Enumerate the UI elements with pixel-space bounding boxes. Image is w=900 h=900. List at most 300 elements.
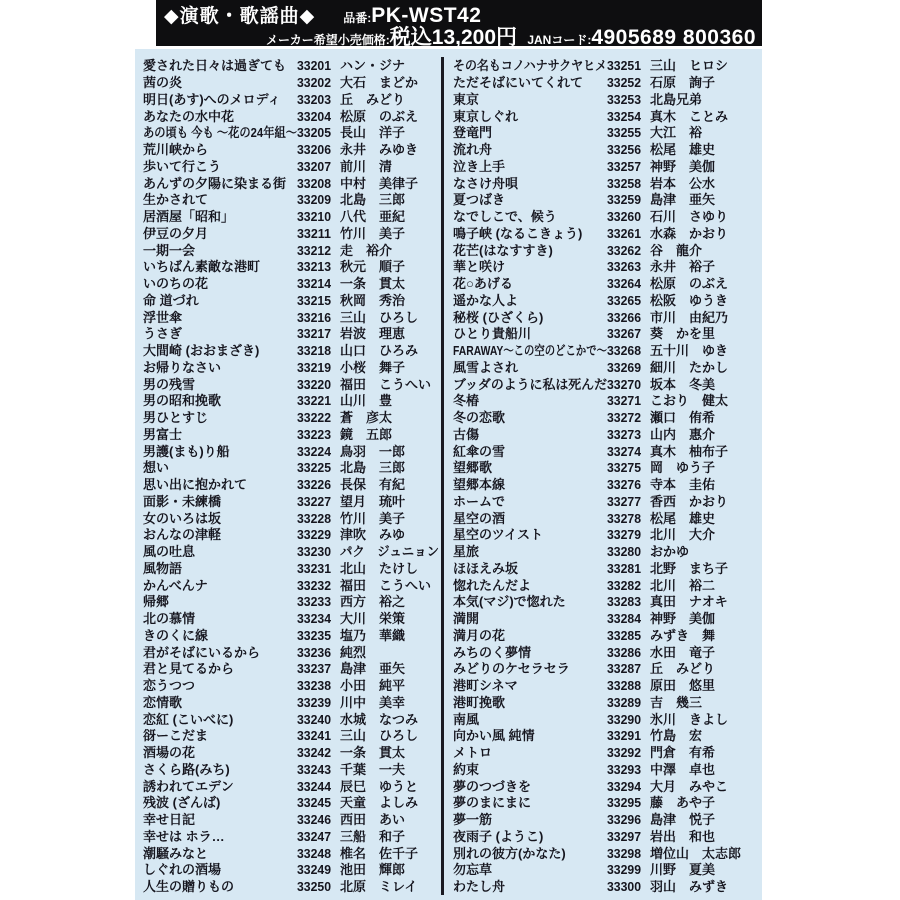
song-code: 33245	[297, 795, 331, 811]
song-title-cell	[143, 292, 297, 310]
song-title: みちのく夢情	[453, 644, 532, 660]
song-title-cell	[143, 175, 297, 193]
song-artist: 原田 悠里	[650, 678, 716, 694]
song-title: メトロ	[453, 745, 493, 761]
song-code: 33285	[607, 627, 641, 643]
song-code-cell	[607, 493, 641, 511]
song-row	[143, 778, 439, 795]
song-code: 33288	[607, 678, 641, 694]
song-row	[143, 510, 439, 527]
song-code-cell	[297, 459, 331, 477]
song-code: 33295	[607, 795, 641, 811]
song-code-cell	[297, 426, 331, 444]
song-row	[453, 108, 753, 125]
song-title-cell	[143, 610, 297, 628]
song-code: 33251	[607, 58, 641, 74]
song-artist-cell	[340, 593, 439, 611]
song-code: 33241	[297, 728, 331, 744]
song-artist: 大江 裕	[650, 125, 703, 141]
song-artist-cell	[340, 811, 439, 829]
song-artist: 五十川 ゆき	[650, 343, 729, 359]
song-artist-cell	[650, 392, 753, 410]
song-title-cell	[453, 191, 607, 209]
song-code-cell	[297, 727, 331, 745]
song-title: 北の慕情	[143, 611, 196, 627]
song-row	[453, 242, 753, 259]
song-artist-cell	[340, 493, 439, 511]
song-artist-cell	[340, 225, 439, 243]
song-artist: 前川 清	[340, 158, 393, 174]
song-artist: 細川 たかし	[650, 359, 729, 375]
song-title-cell	[143, 459, 297, 477]
song-artist: 大石 まどか	[340, 75, 419, 91]
part-number-label: 品番:	[343, 11, 372, 25]
song-code-cell	[297, 878, 331, 896]
song-title: 花○あげる	[453, 276, 513, 292]
song-code-cell	[607, 91, 641, 109]
song-title: 帰郷	[143, 594, 170, 610]
song-artist-cell	[340, 560, 439, 578]
song-code-cell	[607, 108, 641, 126]
song-title-cell	[453, 526, 607, 544]
song-title-cell	[453, 108, 607, 126]
song-code: 33243	[297, 761, 331, 777]
song-title-cell	[143, 91, 297, 109]
song-title-cell	[143, 258, 297, 276]
song-title-cell	[143, 727, 297, 745]
song-code: 33217	[297, 326, 331, 342]
song-code: 33262	[607, 242, 641, 258]
song-title: 誘われてエデン	[143, 778, 234, 794]
song-artist: 香西 かおり	[650, 493, 729, 509]
song-artist-cell	[650, 376, 753, 394]
song-row	[143, 845, 439, 862]
song-title-cell	[453, 610, 607, 628]
song-artist: 吉 幾三	[650, 694, 703, 710]
jan-group	[527, 26, 762, 50]
song-title: 居酒屋「昭和」	[143, 209, 235, 225]
song-title: 夢のつづきを	[453, 778, 532, 794]
song-artist-cell	[650, 727, 753, 745]
song-artist-cell	[340, 208, 439, 226]
song-title: 明日(あす)へのメロディ	[143, 91, 281, 107]
song-title: 夏つばき	[453, 192, 506, 208]
song-code: 33215	[297, 292, 331, 308]
song-title: 風雪よされ	[453, 359, 519, 375]
song-artist: 蒼 彦太	[340, 410, 393, 426]
song-title: ホームで	[453, 493, 506, 509]
song-code-cell	[607, 845, 641, 863]
song-code-cell	[297, 828, 331, 846]
song-artist: 坂本 冬美	[650, 376, 716, 392]
song-artist: 長保 有紀	[340, 477, 406, 493]
song-code-cell	[297, 108, 331, 126]
song-artist-cell	[340, 292, 439, 310]
song-code: 33272	[607, 410, 641, 426]
song-artist-cell	[650, 878, 753, 896]
song-title: 港町挽歌	[453, 694, 506, 710]
song-artist: 三山 ひろし	[340, 728, 419, 744]
song-code-cell	[607, 225, 641, 243]
song-code: 33259	[607, 192, 641, 208]
song-title-cell	[143, 359, 297, 377]
song-artist-cell	[340, 91, 439, 109]
song-code-cell	[297, 761, 331, 779]
song-artist: 三山 ひろし	[340, 309, 419, 325]
song-artist: 北島 三郎	[340, 460, 406, 476]
jan-code-value: 4905689 800360	[591, 26, 756, 49]
song-artist-cell	[650, 325, 753, 343]
song-artist: 小桜 舞子	[340, 359, 406, 375]
song-list-left	[143, 58, 439, 896]
song-code: 33293	[607, 761, 641, 777]
song-row	[453, 326, 753, 343]
song-code: 33244	[297, 778, 331, 794]
song-artist: 西田 あい	[340, 812, 406, 828]
song-title: 大間崎 (おおまざき)	[143, 343, 260, 359]
song-code-cell	[297, 141, 331, 159]
song-title-cell	[143, 543, 297, 561]
song-title-cell	[143, 409, 297, 427]
song-row	[143, 360, 439, 377]
song-row	[453, 594, 753, 611]
song-row	[143, 159, 439, 176]
song-title: ほほえみ坂	[453, 560, 519, 576]
song-code: 33286	[607, 644, 641, 660]
song-artist-cell	[650, 275, 753, 293]
song-code: 33225	[297, 460, 331, 476]
song-title: FARAWAY～この空のどこかで～	[453, 343, 607, 359]
song-code: 33248	[297, 845, 331, 861]
song-code: 33256	[607, 142, 641, 158]
song-artist: 鳥羽 一郎	[340, 443, 406, 459]
song-title: 潮騒みなと	[143, 845, 209, 861]
song-code-cell	[607, 258, 641, 276]
song-title: 冬椿	[453, 393, 480, 409]
song-row	[143, 293, 439, 310]
song-title-cell	[453, 258, 607, 276]
song-row	[453, 309, 753, 326]
song-code-cell	[297, 175, 331, 193]
song-artist-cell	[340, 577, 439, 595]
song-artist-cell	[650, 292, 753, 310]
song-title-cell	[143, 108, 297, 126]
song-code-cell	[607, 208, 641, 226]
song-code-cell	[297, 225, 331, 243]
song-artist-cell	[340, 443, 439, 461]
song-artist-cell	[340, 543, 439, 561]
song-code-cell	[297, 359, 331, 377]
song-row	[453, 678, 753, 695]
song-title: 夢一筋	[453, 812, 493, 828]
song-row	[453, 510, 753, 527]
song-title-cell	[453, 560, 607, 578]
price-value: 税込13,200円	[389, 26, 517, 49]
song-row	[453, 159, 753, 176]
song-code-cell	[607, 292, 641, 310]
song-artist-cell	[340, 510, 439, 528]
song-title: なさけ舟唄	[453, 175, 519, 191]
song-code-cell	[297, 325, 331, 343]
song-code-cell	[607, 577, 641, 595]
song-artist-cell	[340, 845, 439, 863]
song-row	[143, 376, 439, 393]
song-row	[143, 427, 439, 444]
song-title: 星空のツイスト	[453, 527, 543, 543]
song-artist: 西方 裕之	[340, 594, 406, 610]
part-number-value: PK-WST42	[371, 4, 482, 27]
song-artist-cell	[340, 828, 439, 846]
song-artist: 小田 純平	[340, 678, 406, 694]
song-artist: 池田 輝郎	[340, 862, 406, 878]
song-artist-cell	[650, 761, 753, 779]
song-row	[143, 326, 439, 343]
song-row	[453, 544, 753, 561]
song-title: 残波 (ざんば)	[143, 795, 221, 811]
song-artist: 岩波 理恵	[340, 326, 406, 342]
song-artist-cell	[650, 677, 753, 695]
song-code-cell	[297, 409, 331, 427]
song-code: 33292	[607, 745, 641, 761]
song-title: 望郷歌	[453, 460, 493, 476]
song-artist-cell	[340, 526, 439, 544]
song-code-cell	[607, 342, 641, 360]
song-title: 古傷	[453, 426, 480, 442]
song-artist-cell	[650, 124, 753, 142]
song-code-cell	[607, 794, 641, 812]
song-artist: 鏡 五郎	[340, 426, 393, 442]
song-code-cell	[607, 158, 641, 176]
song-code-cell	[297, 510, 331, 528]
song-title: 男富士	[143, 426, 183, 442]
song-row	[453, 527, 753, 544]
song-row	[143, 343, 439, 360]
song-artist-cell	[650, 794, 753, 812]
song-title-cell	[453, 342, 607, 360]
song-artist-cell	[340, 778, 439, 796]
song-code: 33230	[297, 544, 331, 560]
song-artist-cell	[340, 325, 439, 343]
song-artist: 島津 亜矢	[340, 661, 406, 677]
song-row	[143, 527, 439, 544]
song-artist-cell	[340, 878, 439, 896]
song-artist: 北野 まち子	[650, 560, 729, 576]
song-artist: 北山 たけし	[340, 560, 419, 576]
song-title-cell	[143, 677, 297, 695]
song-code: 33299	[607, 862, 641, 878]
song-title-cell	[143, 426, 297, 444]
song-artist-cell	[340, 677, 439, 695]
song-artist-cell	[340, 392, 439, 410]
song-title: ブッダのように私は死んだ	[453, 376, 607, 392]
song-row	[453, 360, 753, 377]
price-label: メーカー希望小売価格:	[266, 33, 390, 47]
song-row	[453, 209, 753, 226]
song-title: 風の吐息	[143, 544, 196, 560]
song-list-panel	[135, 49, 762, 900]
song-artist-cell	[650, 845, 753, 863]
song-code-cell	[297, 543, 331, 561]
song-title: 星空の酒	[453, 510, 506, 526]
song-code: 33298	[607, 845, 641, 861]
song-title: 男の残雪	[143, 376, 196, 392]
song-row	[143, 410, 439, 427]
song-artist: 門倉 有希	[650, 745, 716, 761]
song-artist: 真木 柚布子	[650, 443, 729, 459]
song-artist-cell	[340, 74, 439, 92]
song-title: 本気(マジ)で惚れた	[453, 594, 566, 610]
song-title-cell	[143, 761, 297, 779]
song-artist-cell	[340, 191, 439, 209]
song-title-cell	[143, 861, 297, 879]
song-title: 荒川峡から	[143, 142, 209, 158]
song-code: 33229	[297, 527, 331, 543]
song-code: 33237	[297, 661, 331, 677]
song-artist-cell	[650, 644, 753, 662]
song-artist-cell	[650, 443, 753, 461]
song-artist-cell	[650, 258, 753, 276]
song-code: 33203	[297, 91, 331, 107]
song-artist-cell	[650, 108, 753, 126]
song-title-cell	[143, 510, 297, 528]
song-artist: 永井 みゆき	[340, 142, 419, 158]
song-artist: 竹川 美子	[340, 225, 406, 241]
song-title-cell	[453, 325, 607, 343]
song-code-cell	[607, 57, 641, 75]
song-code-cell	[297, 443, 331, 461]
song-code-cell	[607, 811, 641, 829]
song-title-cell	[143, 878, 297, 896]
song-row	[453, 879, 753, 896]
song-code-cell	[297, 476, 331, 494]
song-code: 33201	[297, 58, 331, 74]
song-row	[453, 259, 753, 276]
song-title: 東京	[453, 91, 480, 107]
song-artist: こおり 健太	[650, 393, 729, 409]
song-row	[453, 376, 753, 393]
song-row	[453, 58, 753, 75]
song-title-cell	[143, 593, 297, 611]
song-code-cell	[297, 644, 331, 662]
song-artist: 大月 みやこ	[650, 778, 729, 794]
song-title: 星旅	[453, 544, 480, 560]
song-title-cell	[453, 476, 607, 494]
song-title: 伊豆の夕月	[143, 225, 209, 241]
song-title: 一期一会	[143, 242, 196, 258]
song-code: 33205	[297, 125, 331, 141]
song-code: 33266	[607, 309, 641, 325]
song-artist-cell	[340, 158, 439, 176]
song-code: 33202	[297, 75, 331, 91]
song-title-cell	[143, 744, 297, 762]
song-row	[143, 711, 439, 728]
song-row	[453, 125, 753, 142]
song-code-cell	[297, 275, 331, 293]
song-code: 33231	[297, 560, 331, 576]
song-code-cell	[607, 778, 641, 796]
song-artist: 秋元 順子	[340, 259, 406, 275]
song-artist-cell	[650, 359, 753, 377]
song-code-cell	[297, 158, 331, 176]
song-artist-cell	[340, 124, 439, 142]
song-title: 向かい風 純情	[453, 728, 535, 744]
song-code-cell	[607, 309, 641, 327]
song-code-cell	[607, 861, 641, 879]
song-artist: 松尾 雄史	[650, 510, 716, 526]
song-artist-cell	[340, 426, 439, 444]
song-code-cell	[607, 124, 641, 142]
song-row	[143, 92, 439, 109]
song-code-cell	[607, 711, 641, 729]
song-artist: 石原 詢子	[650, 75, 716, 91]
song-code-cell	[297, 191, 331, 209]
song-title-cell	[143, 325, 297, 343]
song-artist-cell	[340, 141, 439, 159]
song-row	[453, 812, 753, 829]
song-title: 冬の恋歌	[453, 410, 506, 426]
song-artist: 望月 琉叶	[340, 493, 406, 509]
song-code: 33226	[297, 477, 331, 493]
song-code-cell	[297, 577, 331, 595]
song-code: 33281	[607, 560, 641, 576]
song-row	[143, 611, 439, 628]
song-code: 33274	[607, 443, 641, 459]
song-code-cell	[607, 677, 641, 695]
song-artist: 氷川 きよし	[650, 711, 729, 727]
song-title-cell	[453, 309, 607, 327]
song-row	[453, 728, 753, 745]
song-title: 愛された日々は過ぎても	[143, 58, 287, 74]
song-artist: 真田 ナオキ	[650, 594, 728, 610]
song-artist: 松原 のぶえ	[650, 276, 729, 292]
song-code: 33258	[607, 175, 641, 191]
song-artist-cell	[340, 476, 439, 494]
song-artist: 三山 ヒロシ	[650, 58, 729, 74]
song-code: 33204	[297, 108, 331, 124]
song-title-cell	[453, 593, 607, 611]
song-code-cell	[297, 124, 331, 142]
song-title: 命 道づれ	[143, 292, 199, 308]
song-row	[453, 460, 753, 477]
song-code: 33290	[607, 711, 641, 727]
song-artist: 辰巳 ゆうと	[340, 778, 419, 794]
song-code-cell	[607, 443, 641, 461]
song-row	[453, 762, 753, 779]
song-artist: 塩乃 華織	[340, 627, 406, 643]
song-code: 33221	[297, 393, 331, 409]
song-title-cell	[143, 225, 297, 243]
song-title: 別れの彼方(かなた)	[453, 845, 566, 861]
song-artist-cell	[340, 761, 439, 779]
song-title-cell	[453, 727, 607, 745]
song-row	[453, 343, 753, 360]
song-title: 人生の贈りもの	[143, 879, 235, 895]
song-title-cell	[143, 191, 297, 209]
song-row	[143, 443, 439, 460]
song-row	[453, 628, 753, 645]
song-code-cell	[607, 694, 641, 712]
song-artist: 水田 竜子	[650, 644, 716, 660]
song-code: 33260	[607, 209, 641, 225]
song-title-cell	[453, 861, 607, 879]
song-artist: 松原 のぶえ	[340, 108, 419, 124]
song-code: 33249	[297, 862, 331, 878]
song-artist: 水森 かおり	[650, 225, 729, 241]
jan-code-label: JANコード:	[527, 33, 592, 47]
song-title: 幸せ日記	[143, 812, 196, 828]
song-title-cell	[453, 543, 607, 561]
song-artist-cell	[340, 711, 439, 729]
